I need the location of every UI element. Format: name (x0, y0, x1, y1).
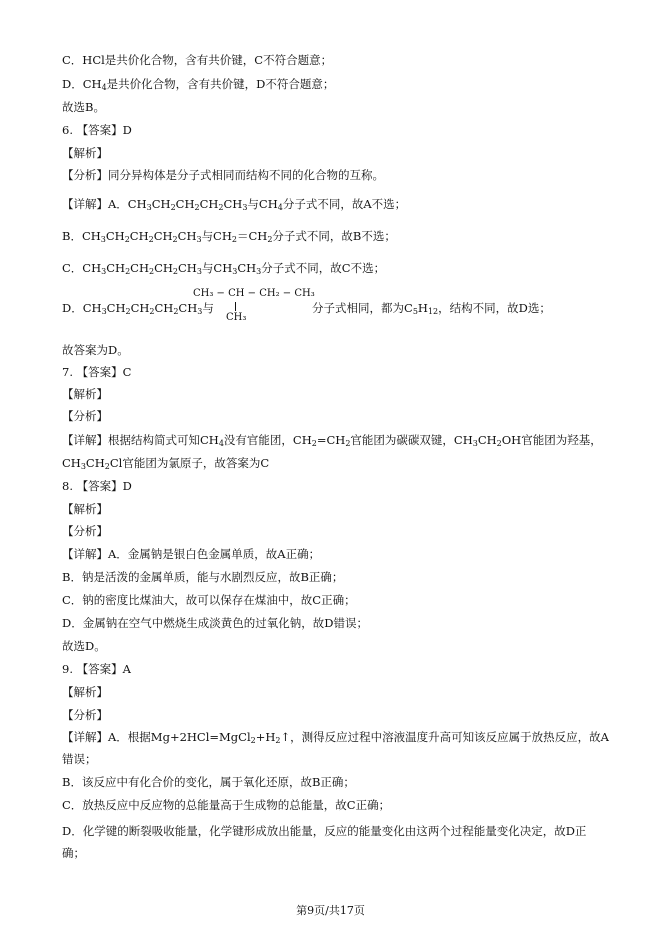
text-line: C．放热反应中反应物的总能量高于生成物的总能量，故C正确； (62, 798, 391, 812)
text-line: 【解析】 (62, 387, 108, 401)
text-line: 【解析】 (62, 502, 108, 516)
text-line: B．$CH_3CH_2CH_2CH_2CH_3$与$CH_2=CH_2$分子式不同，故B不选； (62, 229, 396, 244)
text-line: 【分析】 (62, 409, 108, 423)
answer-heading: 8. 【答案】D (62, 479, 132, 493)
text-line: 【分析】 (62, 708, 108, 722)
text-line: $CH_3CH_2Cl$官能团为氯原子，故答案为C (62, 456, 270, 471)
text-line: D．金属钠在空气中燃烧生成淡黄色的过氧化钠，故D错误； (62, 616, 368, 630)
page-footer: 第9页/共17页 (296, 904, 365, 917)
answer-heading: 7. 【答案】C (62, 365, 132, 379)
text-line: C．钠的密度比煤油大，故可以保存在煤油中，故C正确； (62, 593, 356, 607)
answer-heading: 9. 【答案】A (62, 662, 131, 676)
text-line: D．$CH_4$是共价化合物，含有共价键，D不符合题意； (62, 77, 335, 92)
text-line: 故答案为D。 (62, 343, 129, 357)
text-line: B．钠是活泼的金属单质，能与水剧烈反应，故B正确； (62, 570, 344, 584)
structural-formula-branch: CH₃ (226, 312, 247, 323)
text-line: 故选D。 (62, 639, 106, 653)
text-line: 【解析】 (62, 685, 108, 699)
text-line: C．$CH_3CH_2CH_2CH_2CH_3$与$CH_3CH_3$分子式不同，故C不选； (62, 261, 386, 276)
structural-formula (193, 288, 313, 324)
text-line: 【解析】 (62, 146, 108, 160)
text-line: 【详解】A．根据$Mg+2HCl=MgCl_2+H_2↑$，测得反应过程中溶液温度升高可知该反应属于放热反应，故A (62, 730, 609, 745)
text-line: 故选B。 (62, 100, 105, 114)
answer-heading: 6. 【答案】D (62, 123, 132, 137)
text-line: D．化学键的断裂吸收能量，化学键形成放出能量，反应的能量变化由这两个过程能量变化决定，故D正确； (62, 824, 587, 860)
text-line: C．HCl是共价化合物，含有共价键，C不符合题意； (62, 53, 333, 67)
text-line: 【详解】A．$CH_3CH_2CH_2CH_2CH_3$与$CH_4$分子式不同，故A不选； (62, 197, 407, 212)
text-line: 错误； (62, 752, 97, 766)
text-line: 【分析】同分异构体是分子式相同而结构不同的化合物的互称。 (62, 168, 384, 182)
text-line: 分子式相同，都为$C_5H_{12}$，结构不同，故D选； (312, 301, 551, 316)
bond-line (235, 302, 236, 311)
structural-formula-main: CH₃ − CH − CH₂ − CH₃ (193, 288, 315, 299)
text-line: 【详解】根据结构简式可知$CH_4$没有官能团，$CH_2=CH_2$官能团为碳碳双键，$CH_3CH_2OH$官能团为羟基， (62, 433, 602, 448)
text-line: 【详解】A．金属钠是银白色金属单质，故A正确； (62, 547, 321, 561)
text-line: B．该反应中有化合价的变化，属于氧化还原，故B正确； (62, 775, 355, 789)
text-line: 【分析】 (62, 524, 108, 538)
text-line: D．$CH_3CH_2CH_2CH_2CH_3$与 (62, 301, 214, 316)
